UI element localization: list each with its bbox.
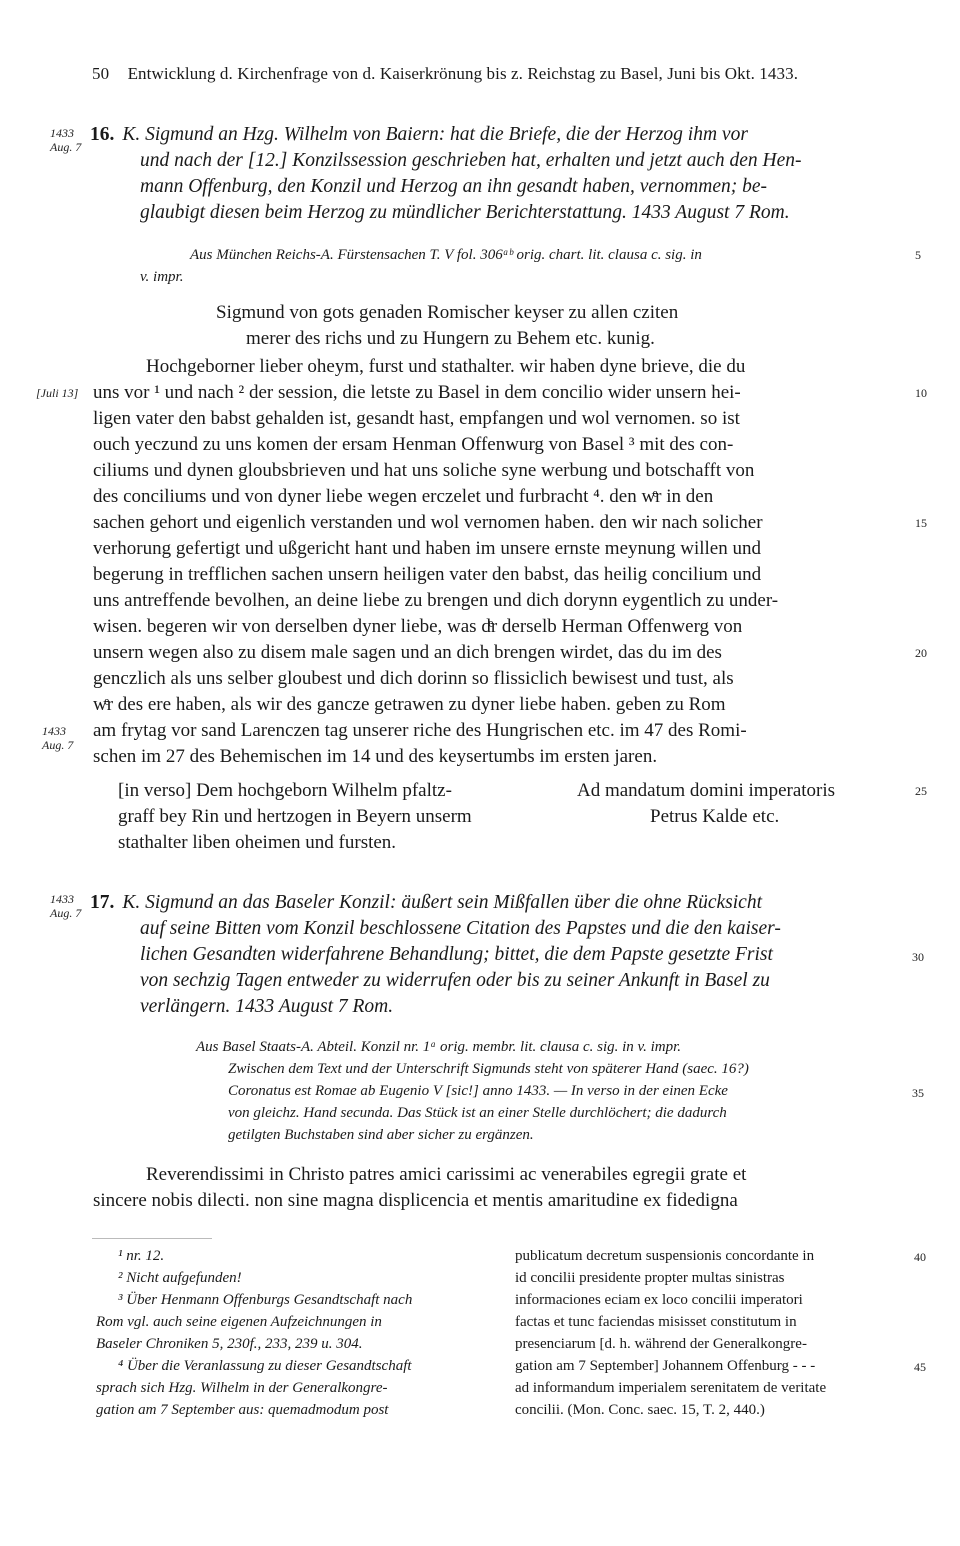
margin-date-year: 1433 — [50, 126, 74, 140]
footnote-left-7: sprach sich Hzg. Wilhelm in der Generalkongre- — [96, 1380, 388, 1396]
doc17-source-line-2: Zwischen dem Text und der Unterschrift Sigmunds steht von späterer Hand (saec. 16?) — [228, 1061, 749, 1077]
doc16-body-line-10: uns antreffende bevolhen, an deine liebe zu brengen und dich dorynn eygentlich zu under- — [93, 590, 779, 611]
doc17-heading-line-3: lichen Gesandten widerfahrene Behandlung; bittet, die dem Papste gesetzte Frist — [140, 944, 773, 965]
doc16-body-line-1: Hochgeborner lieber oheym, furst und stathalter. wir haben dyne brieve, die du — [146, 356, 746, 377]
footnote-left-8: gation am 7 September aus: quemadmodum post — [96, 1402, 389, 1418]
line-number-15: 15 — [915, 516, 927, 530]
line-number-25: 25 — [915, 784, 927, 798]
doc17-body-line-2: sincere nobis dilecti. non sine magna displicencia et mentis amaritudine ex fidedigna — [93, 1190, 738, 1211]
margin-date-day-2: Aug. 7 — [42, 738, 74, 752]
doc16-address-line-3: stathalter liben oheimen und fursten. — [118, 832, 397, 853]
doc16-heading-line-2: und nach der [12.] Konzilssession geschrieben hat, erhalten und jetzt auch den Hen- — [140, 150, 802, 171]
doc17-source-line-4: von gleichz. Hand secunda. Das Stück ist an einer Stelle durchlöchert; die dadurch — [228, 1105, 727, 1121]
margin-date-16b — [42, 724, 73, 752]
doc17-heading-line-5: verlängern. 1433 August 7 Rom. — [140, 996, 394, 1017]
doc17-source-line-3: Coronatus est Romae ab Eugenio V [sic!] anno 1433. — In verso in der einen Ecke — [228, 1083, 728, 1099]
footnote-right-7: ad informandum imperialem serenitatem de veritate — [515, 1380, 827, 1396]
line-number-5: 5 — [915, 248, 921, 262]
footnote-left-3: ³ Über Henmann Offenburgs Gesandtschaft nach — [118, 1292, 413, 1308]
footnote-right-3: informaciones eciam ex loco concilii imperatori — [515, 1292, 803, 1308]
footnote-right-6: gation am 7 September] Johannem Offenburg - - - — [515, 1358, 816, 1374]
doc16-heading-text-1: K. Sigmund an Hzg. Wilhelm von Baiern: hat die Briefe, die der Herzog ihm vor — [122, 124, 748, 145]
margin-date-day: Aug. 7 — [50, 140, 82, 154]
footnote-left-2: ² Nicht aufgefunden! — [118, 1270, 242, 1286]
doc16-body-line-9: begerung in trefflichen sachen unsern heiligen vater den babst, das heilig concilium und — [93, 564, 762, 585]
doc16-salutation-line-1: Sigmund von gots genaden Romischer keyser zu allen cziten — [216, 302, 679, 323]
margin-date-year-2: 1433 — [42, 724, 66, 738]
doc16-body-line-7: sachen gehort und eigenlich verstanden und wol vernomen haben. den wir nach solicher — [93, 512, 763, 533]
doc16-address-line-1: [in verso] Dem hochgeborn Wilhelm pfaltz- — [118, 780, 452, 801]
running-title: Entwicklung d. Kirchenfrage von d. Kaiserkrönung bis z. Reichstag zu Basel, Juni bis Okt. 1433. — [127, 64, 799, 83]
doc16-body-line-8: verhorung gefertigt und ußgericht hant und haben im unsere ernste meynung willen und — [93, 538, 761, 559]
doc16-body-line-14: wͤr des ere haben, als wir des gancze getrawen zu dyner liebe haben. geben zu Rom — [93, 694, 726, 715]
doc17-source-line-5: getilgten Buchstaben sind aber sicher zu ergänzen. — [228, 1127, 534, 1143]
doc16-source-line-1: Aus München Reichs-A. Fürstensachen T. V fol. 306ᵃᵇ orig. chart. lit. clausa c. sig. in — [190, 247, 702, 263]
doc17-number: 17. — [90, 892, 115, 913]
doc17-heading-text-1: K. Sigmund an das Baseler Konzil: äußert sein Mißfallen über die ohne Rücksicht — [122, 892, 762, 913]
footnote-right-5: presenciarum [d. h. während der Generalkongre- — [515, 1336, 807, 1352]
footnote-rule — [92, 1238, 212, 1239]
doc16-number: 16. — [90, 124, 115, 145]
doc16-source-line-2: v. impr. — [140, 269, 184, 285]
line-number-10: 10 — [915, 386, 927, 400]
margin-date-16 — [50, 126, 81, 154]
doc17-source-line-1: Aus Basel Staats-A. Abteil. Konzil nr. 1ᵃ orig. membr. lit. clausa c. sig. in v. impr. — [196, 1039, 682, 1055]
line-number-40: 40 — [914, 1250, 926, 1264]
doc17-heading-line-4: von sechzig Tagen entweder zu widerrufen oder bis zu seiner Ankunft in Basel zu — [140, 970, 770, 991]
doc16-heading-line-4: glaubigt diesen beim Herzog zu mündlicher Berichterstattung. 1433 August 7 Rom. — [140, 202, 790, 223]
doc16-body-line-13: genczlich als uns selber gloubest und dich dorinn so flissiclich bewisest und tust, als — [93, 668, 734, 689]
footnote-left-4: Rom vgl. auch seine eigenen Aufzeichnungen in — [96, 1314, 382, 1330]
line-number-30: 30 — [912, 950, 924, 964]
doc16-salutation-line-2: merer des richs und zu Hungern zu Behem etc. kunig. — [246, 328, 655, 349]
doc16-body-line-11: wisen. begeren wir von derselben dyner liebe, was dͤr derselb Herman Offenwerg von — [93, 616, 743, 637]
margin-date-year-17: 1433 — [50, 892, 74, 906]
doc16-body-line-4: ouch yeczund zu uns komen der ersam Henman Offenwurg von Basel ³ mit des con- — [93, 434, 734, 455]
doc16-address-line-2: graff bey Rin und hertzogen in Beyern unserm — [118, 806, 472, 827]
doc16-signature-line-1: Ad mandatum domini imperatoris — [577, 780, 836, 801]
doc17-heading-line-1 — [90, 890, 762, 916]
doc17-heading-line-2: auf seine Bitten vom Konzil beschlossene Citation des Papstes und die den kaiser- — [140, 918, 781, 939]
footnote-right-2: id concilii presidente propter multas sinistras — [515, 1270, 785, 1286]
doc16-heading-line-1 — [90, 122, 748, 148]
line-number-35: 35 — [912, 1086, 924, 1100]
margin-date-17 — [50, 892, 81, 920]
running-header — [92, 64, 798, 84]
line-number-20: 20 — [915, 646, 927, 660]
doc16-body-line-16: schen im 27 des Behemischen im 14 und des keysertumbs im ersten jaren. — [93, 746, 658, 767]
margin-date-day-17: Aug. 7 — [50, 906, 82, 920]
footnote-left-6: ⁴ Über die Veranlassung zu dieser Gesandtschaft — [118, 1358, 412, 1374]
doc16-heading-line-3: mann Offenburg, den Konzil und Herzog an ihn gesandt haben, vernommen; be- — [140, 176, 767, 197]
doc16-body-line-5: ciliums und dynen gloubsbrieven und hat uns soliche syne werbung und botschafft von — [93, 460, 755, 481]
footnote-right-8: concilii. (Mon. Conc. saec. 15, T. 2, 440.) — [515, 1402, 765, 1418]
doc17-body-line-1: Reverendissimi in Christo patres amici carissimi ac venerabiles egregii grate et — [146, 1164, 747, 1185]
doc16-body-line-3: ligen vater den babst gehalden ist, gesandt hast, empfangen und wol vernomen. so ist — [93, 408, 740, 429]
page-number: 50 — [92, 64, 110, 83]
footnote-left-5: Baseler Chroniken 5, 230f., 233, 239 u. 304. — [96, 1336, 363, 1352]
line-number-45: 45 — [914, 1360, 926, 1374]
footnote-right-4: factas et tunc faciendas misisset constitutum in — [515, 1314, 797, 1330]
footnote-right-1: publicatum decretum suspensionis concordante in — [515, 1248, 815, 1264]
doc16-body-line-6: des conciliums und von dyner liebe wegen erczelet und furbracht ⁴. den wͤr in den — [93, 486, 714, 507]
doc16-body-line-15: am frytag vor sand Larenczen tag unserer riche des Hungrischen etc. im 47 des Romi- — [93, 720, 747, 741]
doc16-body-line-12: unsern wegen also zu disem male sagen und an dich brengen wirdet, das du im des — [93, 642, 722, 663]
doc16-signature-line-2: Petrus Kalde etc. — [650, 806, 780, 827]
doc16-body-line-2: uns vor ¹ und nach ² der session, die letste zu Basel in dem concilio wider unsern hei- — [93, 382, 741, 403]
margin-note-juli: [Juli 13] — [36, 386, 79, 400]
footnote-left-1: ¹ nr. 12. — [118, 1248, 165, 1264]
